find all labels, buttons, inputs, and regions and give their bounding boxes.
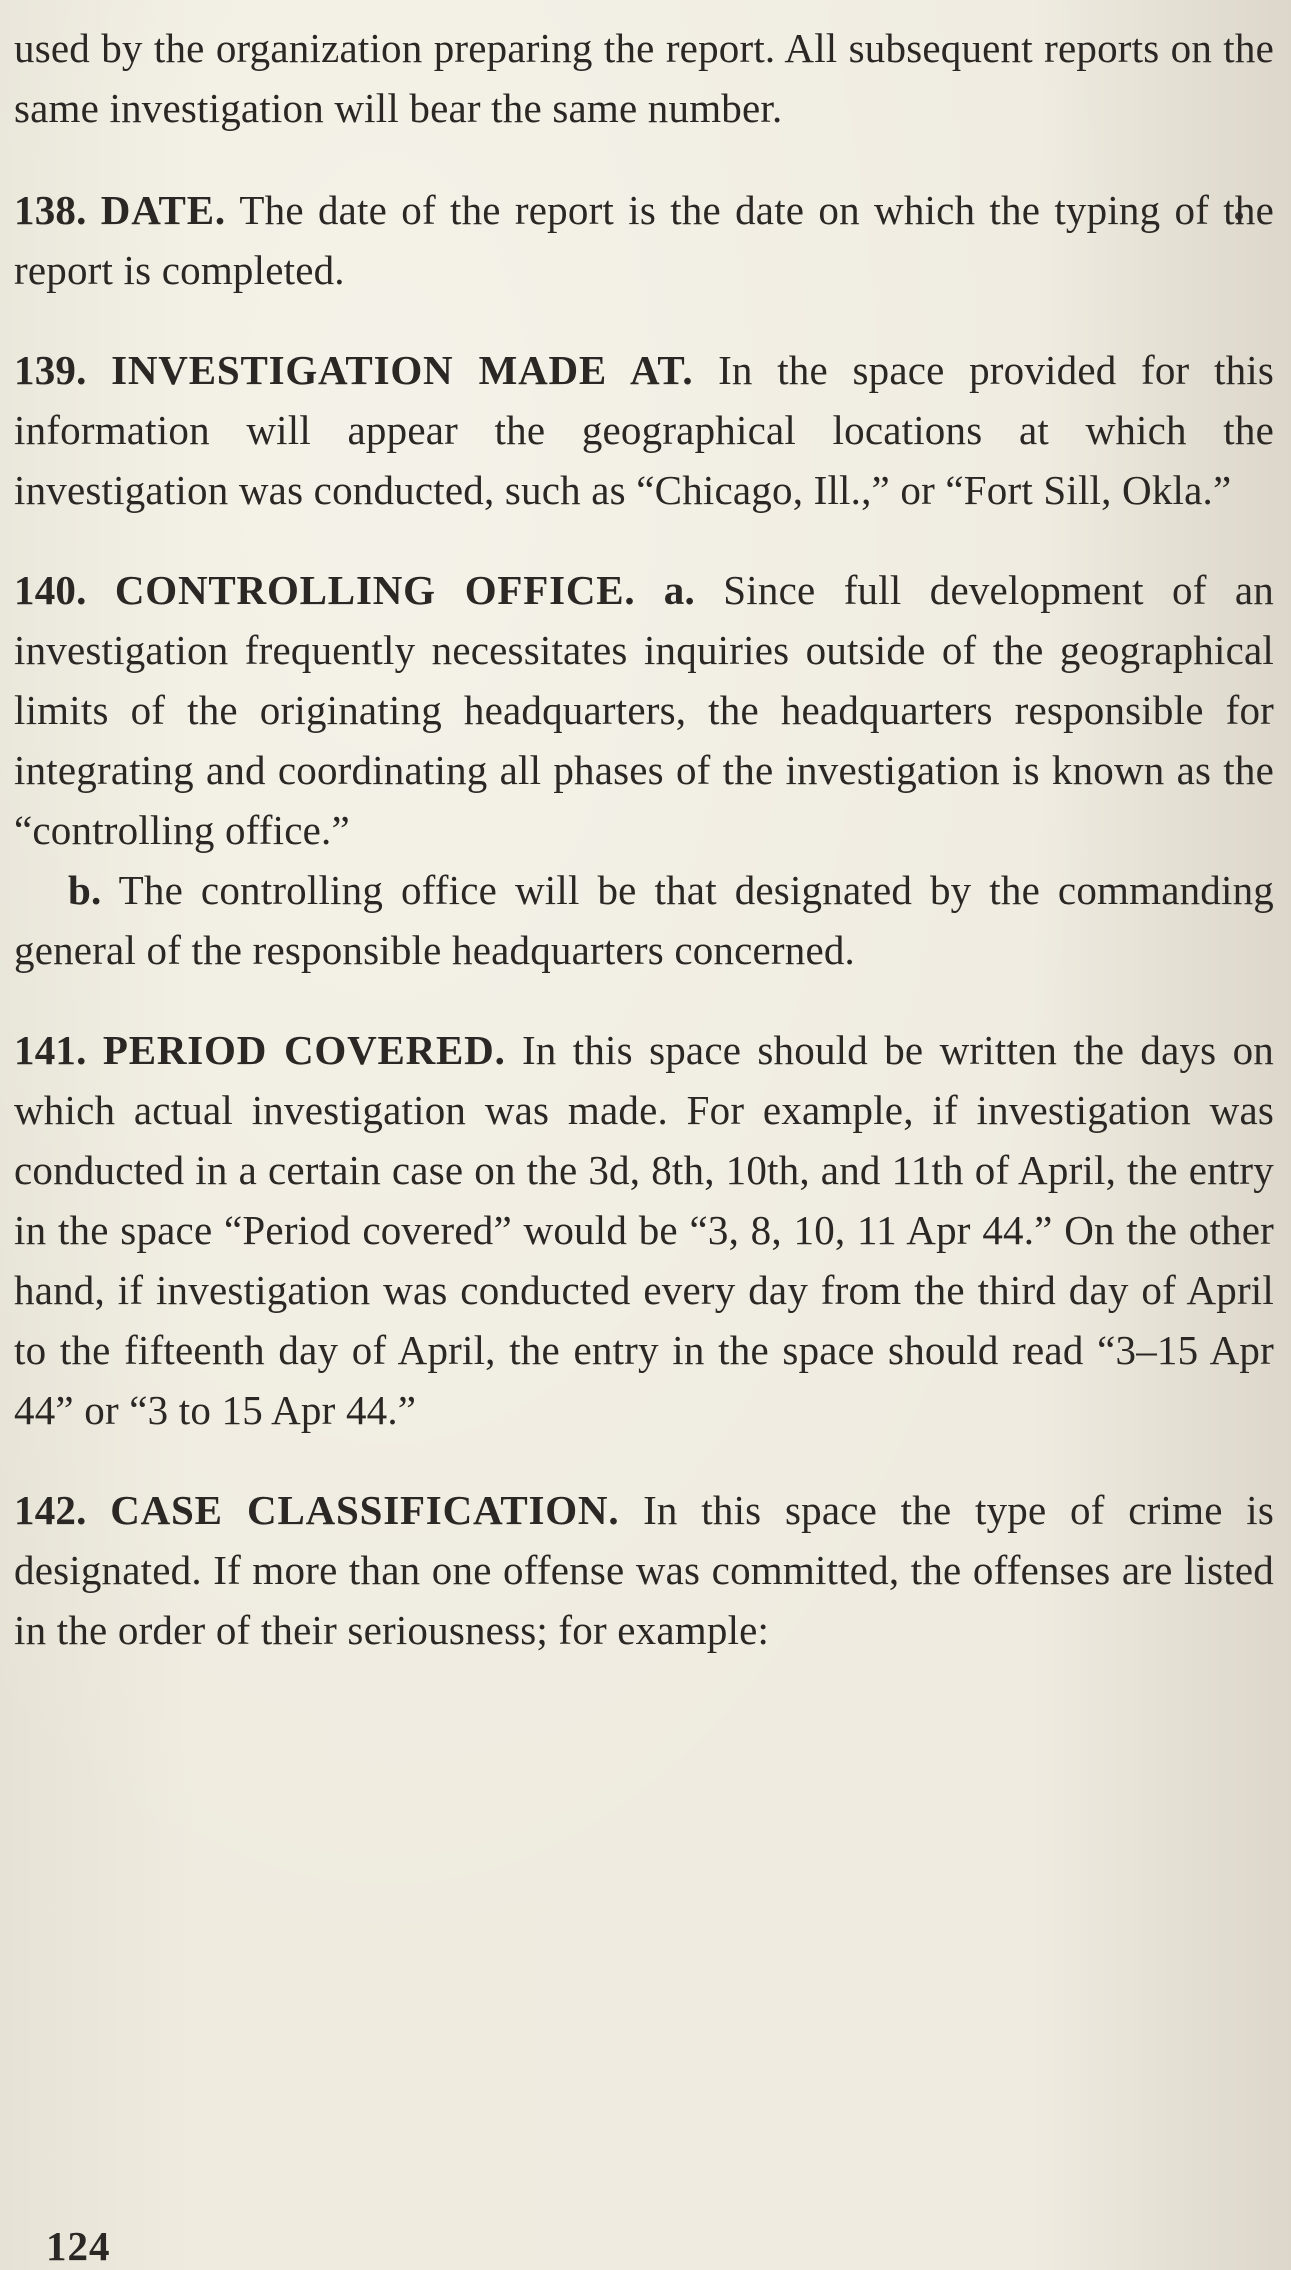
page-number: 124 <box>46 2223 111 2269</box>
section-number: 138. <box>14 187 87 233</box>
section-text: In this space should be written the days on which actual investigation was made. For example, if investigation was conducted in a certain case on the 3d, 8th, 10th, and 11th of April, the entry in the space “Period covered” would be “3, 8, 10, 11 Apr 44.” On the other hand, if investigation was conducted every day from the third day of April to the fifteenth day of April, the entry in the space should read “3–15 Apr 44” or “3 to 15 Apr 44.” <box>14 1027 1274 1433</box>
section-141 <box>14 1020 1274 1440</box>
section-140 <box>14 560 1274 980</box>
subsection-text: The controlling office will be that designated by the commanding general of the responsible headquarters concerned. <box>14 867 1274 973</box>
section-heading: CASE CLASSIFICATION. <box>110 1487 620 1533</box>
section-text: The date of the report is the date on which the typing of the report is completed. <box>14 187 1274 293</box>
section-text: In the space provided for this information will appear the geographical locations at which the investigation was conducted, such as “Chicago, Ill.,” or “Fort Sill, Okla.” <box>14 347 1275 513</box>
subsection-letter: b. <box>68 867 102 913</box>
section-heading: INVESTIGATION MADE AT. <box>111 347 694 393</box>
section-text: In this space the type of crime is designated. If more than one offense was committed, the offenses are listed in the order of their seriousness; for example: <box>14 1487 1275 1653</box>
section-140-b <box>14 860 1274 980</box>
section-number: 140. <box>14 567 87 613</box>
section-heading: DATE. <box>100 187 226 233</box>
section-heading: CONTROLLING OFFICE. <box>114 567 636 613</box>
section-number: 139. <box>14 347 87 393</box>
section-142 <box>14 1480 1274 1660</box>
continuation-text: used by the organization preparing the report. All subsequent reports on the same investigation will bear the same number. <box>14 25 1274 131</box>
section-heading: PERIOD COVERED. <box>102 1027 506 1073</box>
page-body <box>14 18 1274 1700</box>
continuation-paragraph <box>14 18 1274 138</box>
section-number: 142. <box>14 1487 87 1533</box>
section-number: 141. <box>14 1027 87 1073</box>
section-138 <box>14 180 1274 300</box>
section-140-a <box>14 560 1274 860</box>
subsection-text: Since full development of an investigation frequently necessitates inquiries outside of the geographical limits of the originating headquarters, the headquarters responsible for integrating and coordinating all phases of the investigation is known as the “controlling office.” <box>14 567 1275 853</box>
subsection-letter: a. <box>663 567 695 613</box>
section-139 <box>14 340 1274 520</box>
